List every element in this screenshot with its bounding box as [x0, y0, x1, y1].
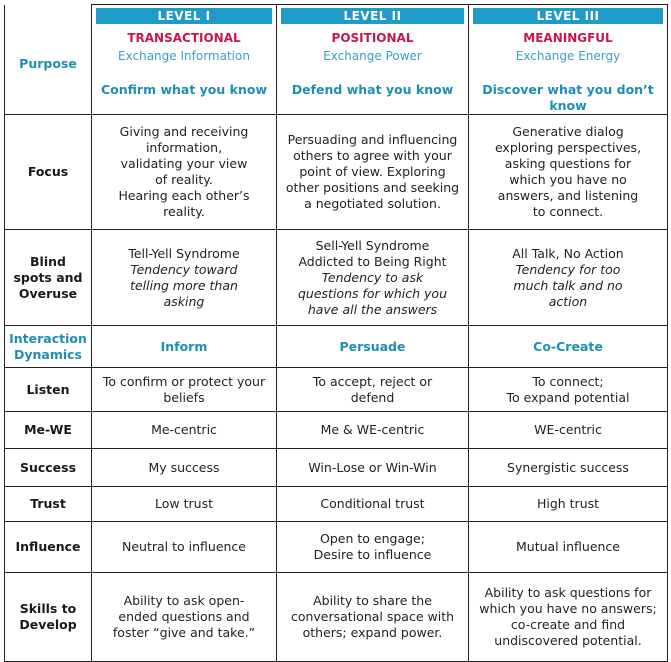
blind-cell-1 — [92, 230, 277, 326]
row-label-focus: Focus — [5, 115, 92, 230]
listen-cell-2 — [277, 368, 469, 412]
listen-3-line: To expand potential — [506, 389, 630, 405]
blind-3-plain: All Talk, No Action — [512, 245, 624, 261]
influence-1-line: Neutral to influence — [122, 539, 246, 554]
row-label-me-we: Me-WE — [5, 412, 92, 449]
mewe-cell-1: Me-centric — [92, 412, 277, 449]
level-1-sub: Exchange Information — [118, 49, 250, 63]
row-label-interaction: Interaction Dynamics — [5, 326, 92, 368]
skills-2-line: Ability to share the — [313, 593, 432, 608]
level-2-name: POSITIONAL — [331, 31, 414, 45]
focus-cell-1 — [92, 115, 277, 230]
level-2-sub: Exchange Power — [323, 49, 422, 63]
blind-spots-row — [5, 230, 668, 326]
skills-2-line: others; expand power. — [302, 625, 443, 640]
skills-3-line: co-create and find — [510, 617, 626, 632]
listen-cell-1 — [92, 368, 277, 412]
level-1-header — [92, 5, 277, 115]
skills-2-line: conversational space with — [290, 609, 455, 624]
level-1-name: TRANSACTIONAL — [127, 31, 241, 45]
skills-cell-1 — [92, 573, 277, 662]
focus-1-line: information, — [145, 140, 223, 155]
influence-row — [5, 522, 668, 573]
level-3-name: MEANINGFUL — [523, 31, 613, 45]
level-2-header — [277, 5, 469, 115]
blind-cell-3 — [469, 230, 668, 326]
blind-3-italic: Tendency for too — [515, 261, 621, 277]
trust-cell-1: Low trust — [92, 487, 277, 522]
listen-3-line: To connect; — [532, 373, 604, 389]
blind-1-italic: telling more than — [130, 277, 238, 293]
focus-2-line: other positions and seeking — [285, 180, 460, 195]
skills-cell-2 — [277, 573, 469, 662]
trust-cell-2: Conditional trust — [277, 487, 469, 522]
blind-1-italic: Tendency toward — [130, 261, 238, 277]
blind-2-plain: Sell-Yell Syndrome — [315, 237, 430, 253]
blind-2-italic: have all the answers — [307, 301, 438, 317]
row-label-listen: Listen — [5, 368, 92, 412]
level-3-header — [469, 5, 668, 115]
interaction-cell-3: Co-Create — [469, 326, 668, 368]
trust-cell-3: High trust — [469, 487, 668, 522]
listen-2-line: defend — [350, 389, 395, 405]
focus-2-line: point of view. Exploring — [299, 164, 446, 179]
blind-cell-2 — [277, 230, 469, 326]
level-3-tag: Discover what you don’t know — [482, 82, 654, 113]
influence-2-line: Desire to influence — [313, 547, 432, 562]
influence-cell-3 — [469, 522, 668, 573]
success-row — [5, 449, 668, 487]
row-label-purpose: Purpose — [5, 5, 92, 115]
row-label-blind-spots: Blind spots and Overuse — [5, 230, 92, 326]
level-1-bar: LEVEL I — [96, 8, 272, 24]
row-label-success: Success — [5, 449, 92, 487]
influence-2-line: Open to engage; — [320, 531, 425, 546]
listen-row — [5, 368, 668, 412]
influence-cell-1 — [92, 522, 277, 573]
interaction-row — [5, 326, 668, 368]
skills-1-line: ended questions and — [118, 609, 250, 624]
listen-1-line: beliefs — [163, 389, 205, 405]
skills-1-line: foster “give and take.” — [112, 625, 256, 640]
listen-cell-3 — [469, 368, 668, 412]
level-2-tag: Defend what you know — [291, 82, 454, 97]
focus-2-line: others to agree with your — [293, 148, 452, 163]
interaction-cell-1: Inform — [92, 326, 277, 368]
focus-3-line: Generative dialog — [512, 124, 624, 139]
skills-cell-3 — [469, 573, 668, 662]
success-cell-1: My success — [92, 449, 277, 487]
blind-3-italic: much talk and no — [513, 277, 623, 293]
blind-2-italic: questions for which you — [297, 285, 447, 301]
blind-2-plain: Addicted to Being Right — [298, 253, 447, 269]
focus-1-line: validating your view — [120, 156, 248, 171]
level-2-bar: LEVEL II — [281, 8, 464, 24]
focus-1-line: of reality. — [155, 172, 213, 187]
focus-1-line: reality. — [163, 204, 205, 219]
focus-2-line: a negotiated solution. — [304, 196, 441, 211]
header-row — [5, 5, 668, 115]
listen-2-line: To accept, reject or — [312, 373, 433, 389]
influence-cell-2 — [277, 522, 469, 573]
success-cell-2: Win-Lose or Win-Win — [277, 449, 469, 487]
skills-1-line: Ability to ask open- — [123, 593, 245, 608]
focus-row — [5, 115, 668, 230]
interaction-cell-2: Persuade — [277, 326, 469, 368]
focus-2-line: Persuading and influencing — [287, 132, 458, 147]
blind-1-italic: asking — [163, 293, 205, 309]
row-label-influence: Influence — [5, 522, 92, 573]
mewe-cell-3: WE-centric — [469, 412, 668, 449]
listen-1-line: To confirm or protect your — [102, 373, 266, 389]
focus-1-line: Giving and receiving — [119, 124, 249, 139]
focus-cell-3 — [469, 115, 668, 230]
trust-row — [5, 487, 668, 522]
focus-cell-2 — [277, 115, 469, 230]
skills-3-line: undiscovered potential. — [494, 633, 642, 648]
level-1-tag: Confirm what you know — [100, 82, 267, 97]
me-we-row — [5, 412, 668, 449]
blind-3-italic: action — [548, 293, 588, 309]
blind-2-italic: Tendency to ask — [321, 269, 424, 285]
skills-3-line: Ability to ask questions for — [484, 585, 652, 600]
focus-3-line: answers, and listening — [497, 188, 639, 203]
level-3-bar: LEVEL III — [473, 8, 663, 24]
focus-3-line: asking questions for — [504, 156, 632, 171]
focus-1-line: Hearing each other’s — [118, 188, 250, 203]
blind-1-plain: Tell-Yell Syndrome — [128, 245, 240, 261]
focus-3-line: exploring perspectives, — [494, 140, 642, 155]
success-cell-3: Synergistic success — [469, 449, 668, 487]
influence-3-line: Mutual influence — [515, 539, 620, 554]
mewe-cell-2: Me & WE-centric — [277, 412, 469, 449]
row-label-skills: Skills to Develop — [5, 573, 92, 662]
focus-3-line: to connect. — [532, 204, 604, 219]
skills-row — [5, 573, 668, 662]
row-label-trust: Trust — [5, 487, 92, 522]
focus-3-line: which you have no — [509, 172, 627, 187]
level-3-sub: Exchange Energy — [515, 49, 621, 63]
conversation-levels-table — [4, 4, 668, 662]
skills-3-line: which you have no answers; — [479, 601, 657, 616]
